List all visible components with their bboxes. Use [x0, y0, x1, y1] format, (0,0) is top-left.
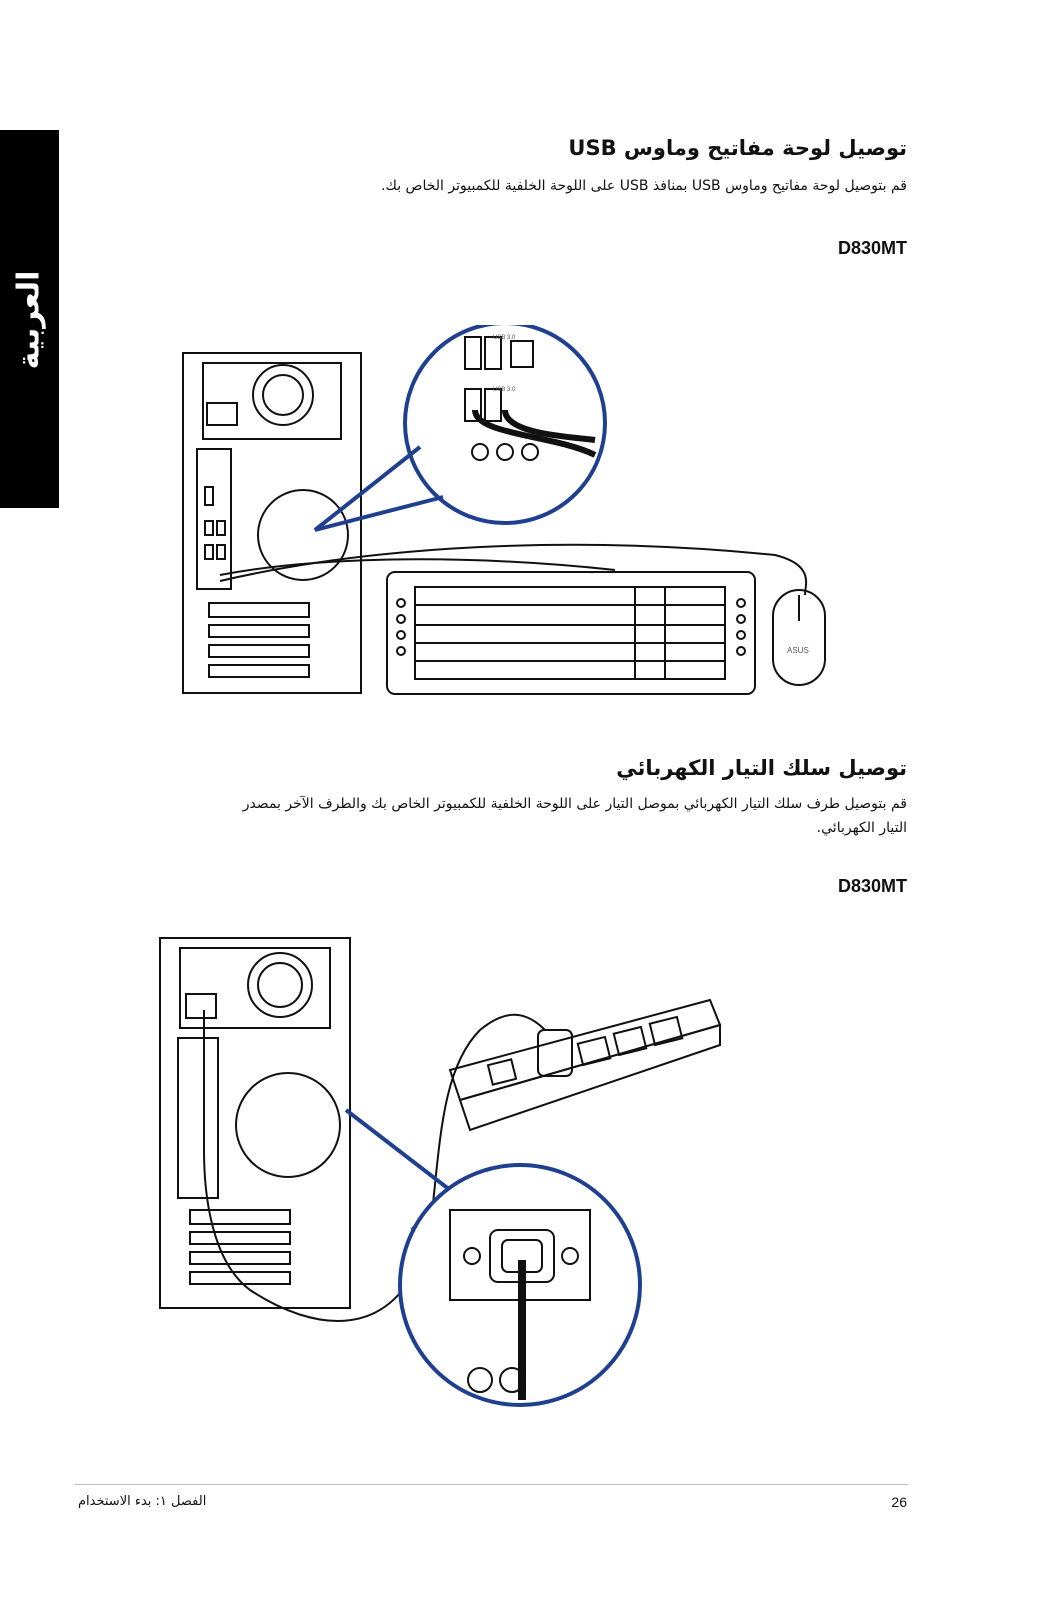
callout-circle-usb	[405, 325, 605, 523]
model-label-1: D830MT	[837, 238, 907, 258]
model-label-2: D830MT	[837, 876, 907, 896]
usb-port-label-1: USB 3.0	[493, 335, 516, 341]
section-body-power-line2: التيار الكهربائي.	[816, 820, 907, 836]
section-body-keyboard-mouse: قم بتوصيل لوحة مفاتيح وماوس USB بمنافذ USB على اللوحة الخلفية للكمبيوتر الخاص بك.	[380, 178, 907, 194]
power-socket	[186, 994, 216, 1018]
power-socket	[207, 403, 237, 425]
mouse-brand: ASUS	[787, 646, 809, 655]
section-body-power-line1: قم بتوصيل طرف سلك التيار الكهربائي بموصل التيار على اللوحة الخلفية للكمبيوتر الخاص بك والطرف الآخر بمصدر	[242, 796, 907, 812]
keyboard	[387, 572, 755, 694]
power-cord-connection-figure	[150, 930, 730, 1410]
section-heading-power: توصيل سلك التيار الكهربائي	[616, 756, 907, 780]
keyboard-mouse-connection-figure	[175, 325, 835, 705]
usb-port-label-2: USB 3.0	[493, 387, 516, 393]
page-number: 26	[891, 1494, 907, 1510]
chapter-title: الفصل ١: بدء الاستخدام	[78, 1494, 207, 1509]
fan-grille	[236, 1073, 340, 1177]
language-label: العربية	[11, 270, 47, 370]
footer-rule	[75, 1484, 908, 1485]
section-heading-keyboard-mouse: توصيل لوحة مفاتيح وماوس USB	[568, 136, 907, 160]
